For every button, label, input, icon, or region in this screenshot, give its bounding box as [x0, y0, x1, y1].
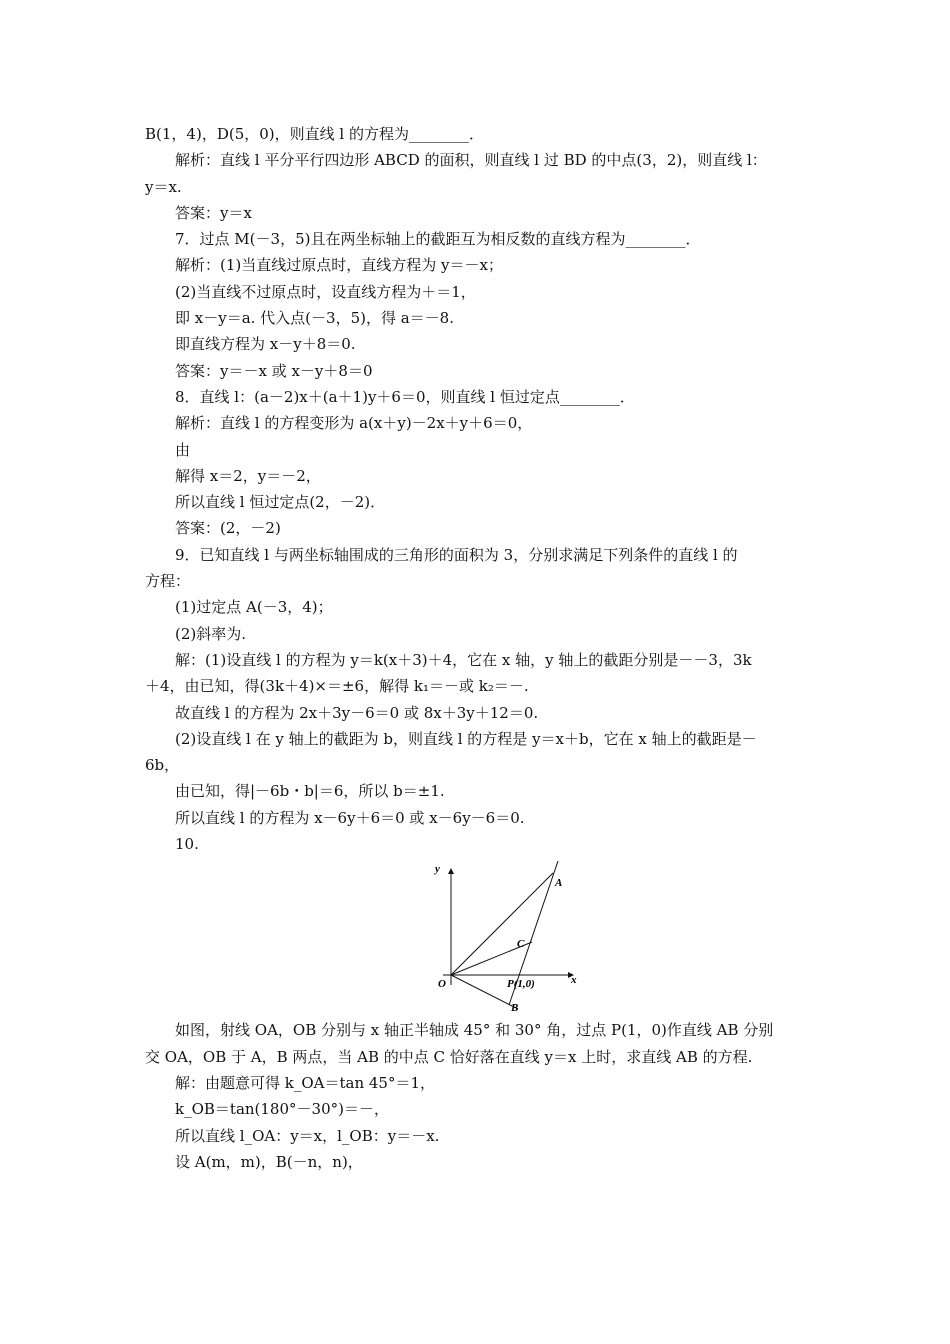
y-axis-label: y: [435, 863, 440, 876]
text-line: 答案：y＝x: [175, 203, 252, 222]
text-line: 方程：: [145, 572, 191, 591]
text-line: k_OB＝tan(180°－30°)＝－，: [175, 1100, 389, 1119]
text-line: (2)当直线不过原点时，设直线方程为＋＝1，: [175, 282, 476, 301]
text-line: (2)斜率为.: [175, 624, 247, 643]
text-line: 所以直线 l 的方程为 x－6y＋6＝0 或 x－6y－6＝0.: [175, 808, 525, 827]
text-line: 如图，射线 OA，OB 分别与 x 轴正半轴成 45° 和 30° 角，过点 P(1，0)作直线 AB 分别: [175, 1021, 774, 1040]
text-line: 由: [175, 440, 191, 459]
point-a-label: A: [555, 877, 563, 890]
text-line: (2)设直线 l 在 y 轴上的截距为 b，则直线 l 的方程是 y＝x＋b，它在 x 轴上的截距是－: [175, 729, 757, 748]
ray-oa: [451, 873, 553, 975]
text-line: 答案：y＝－x 或 x－y＋8＝0: [175, 361, 373, 380]
text-line: 交 OA，OB 于 A，B 两点，当 AB 的中点 C 恰好落在直线 y＝x 上时，求直线 AB 的方程.: [145, 1047, 753, 1066]
text-line: 解析：直线 l 平分平行四边形 ABCD 的面积，则直线 l 过 BD 的中点(3，2)，则直线 l：: [175, 151, 767, 170]
point-p-label: P(1,0): [507, 978, 535, 991]
text-line: 故直线 l 的方程为 2x＋3y－6＝0 或 8x＋3y＋12＝0.: [175, 703, 539, 722]
text-line: 9．已知直线 l 与两坐标轴围成的三角形的面积为 3，分别求满足下列条件的直线 l 的: [175, 545, 738, 564]
text-line: 6b，: [145, 756, 180, 775]
x-axis-label: x: [571, 974, 577, 987]
text-line: 10.: [175, 835, 199, 854]
point-c-label: C: [517, 938, 525, 951]
text-line: B(1，4)，D(5，0)，则直线 l 的方程为________．: [145, 125, 484, 143]
document-body: [145, 121, 810, 1175]
text-line: 解析：(1)当直线过原点时，直线方程为 y＝－x；: [175, 256, 503, 275]
text-line: 8．直线 l：(a－2)x＋(a＋1)y＋6＝0，则直线 l 恒过定点________．: [175, 387, 635, 406]
text-line: 解析：直线 l 的方程变形为 a(x＋y)－2x＋y＋6＝0，: [175, 414, 533, 433]
text-line: 解得 x＝2，y＝－2，: [175, 466, 321, 485]
text-line: 所以直线 l_OA：y＝x，l_OB：y＝－x.: [175, 1126, 440, 1145]
text-line: y＝x.: [145, 177, 182, 196]
text-line: 解：由题意可得 k_OA＝tan 45°＝1，: [175, 1073, 436, 1092]
text-line: 即 x－y＝a. 代入点(－3，5)，得 a＝－8.: [175, 309, 454, 328]
text-line: ＋4，由已知，得(3k＋4)×＝±6，解得 k₁＝－或 k₂＝－.: [145, 677, 529, 696]
text-line: 由已知，得|－6b・b|＝6，所以 b＝±1.: [175, 782, 445, 801]
text-line: 所以直线 l 恒过定点(2，－2)．: [175, 493, 386, 512]
text-line: 答案：(2，－2): [175, 519, 281, 538]
point-b-label: B: [511, 1002, 519, 1014]
origin-label: O: [438, 978, 446, 991]
text-line: 即直线方程为 x－y＋8＝0.: [175, 335, 356, 354]
text-block-after-figure: [145, 1017, 810, 1175]
figure-rays-diagram: [145, 859, 810, 1013]
text-line: (1)过定点 A(－3，4)；: [175, 598, 333, 617]
text-line: 解：(1)设直线 l 的方程为 y＝k(x＋3)＋4，它在 x 轴，y 轴上的截距分别是－－3，3k: [175, 650, 752, 669]
diagram-svg: [425, 859, 595, 1013]
text-line: 7．过点 M(－3，5)且在两坐标轴上的截距互为相反数的直线方程为________．: [175, 230, 701, 249]
text-block-before-figure: [145, 121, 810, 857]
text-line: 设 A(m，m)，B(－n，n)，: [175, 1152, 363, 1171]
